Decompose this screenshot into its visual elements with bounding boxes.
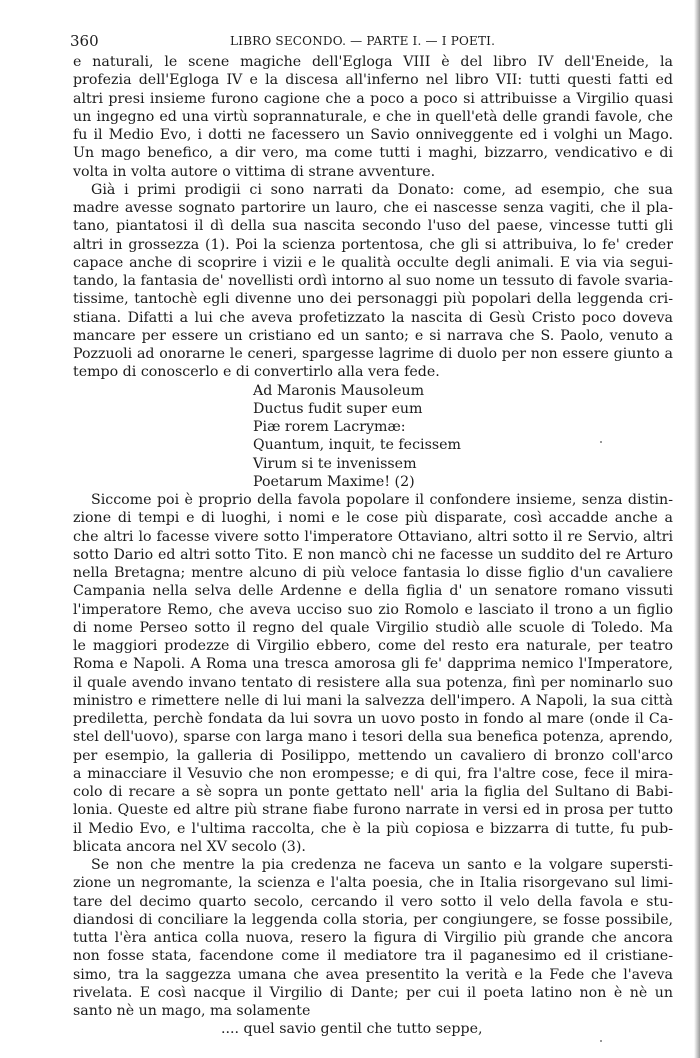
paragraph-block-2 [73,491,673,1020]
text-line: altri presi insieme furono cagione che a poco a poco si attribuisse a Virgilio quasi [73,90,673,107]
text-line: blicata ancora nel XV secolo (3). [73,838,306,855]
text-line: diandosi di conciliare la leggenda colla storia, per congiungere, se fosse possibile, [73,911,673,928]
text-line: prediletta, perchè fondata da lui sovra un uovo posto in fondo al mare (onde il Ca- [73,711,673,727]
text-line: tano, piantatosi il dì della sua nascita secondo l'uso del paese, vincesse tutti gli [73,218,673,235]
text-line: altri in grossezza (1). Poi la scienza portentosa, che gli si attribuiva, lo fe' creder [73,236,673,253]
text-line: madre avesse sognato partorire un lauro, che ei nascesse senza vagiti, che il pla- [73,200,673,216]
text-line: tutta l'èra antica colla nuova, resero la figura di Virgilio più grande che ancora [73,930,673,946]
text-line: e naturali, le scene magiche dell'Egloga VIII è del libro IV dell'Eneide, la [73,54,673,70]
page-number: 360 [70,32,99,50]
text-line: zione di tempi e di luoghi, i nomi e le cose più disparate, così accadde anche a [73,510,673,527]
text-line: sotto Dario ed altri sotto Tito. E non mancò chi ne facesse un suddito del re Arturo [73,546,673,563]
verse-line: Piæ rorem Lacrymæ: [253,419,406,435]
text-line: profezia dell'Egloga IV e la discesa all'inferno nel libro VII: tutti questi fatti ed [73,72,673,89]
text-line: fu il Medio Evo, i dotti ne facessero un Savio onniveggente ed i volghi un Mago. [73,127,673,143]
text-line: colo di recare a sè sopra un ponte gettato nell' aria la figlia del Sultano di Babi- [73,784,673,800]
text-line: capace anche di scoprire i vizii e le qualità occulte degli animali. E via via segui- [73,254,673,271]
body-text [73,53,673,1039]
text-line: Pozzuoli ad onorarne le ceneri, spargesse lagrime di duolo per non essere giunto a [73,346,673,362]
text-line: ministro e rimettere nelle di lui mani la salvezza dell'impero. A Napoli, la sua città [73,692,673,709]
verse-line: Virum si te invenissem [253,455,417,472]
verse-line: Poetarum Maxime! (2) [253,473,415,490]
page-header [70,32,670,52]
text-line: Se non che mentre la pia credenza ne faceva un santo e la volgare supersti- [91,857,673,873]
text-line: rivelata. E così nacque il Virgilio di Dante; per cui il poeta latino non è nè un [73,984,673,1001]
text-line: l'imperatore Remo, che aveva ucciso suo zio Romolo e lasciato il trono a un figlio [73,601,673,618]
text-line: lonia. Queste ed altre più strane fiabe furono narrate in versi ed in prosa per tutto [73,802,673,819]
text-line: tissime, tantochè egli divenne uno dei personaggi più popolari della leggenda cri- [73,291,673,308]
page-gutter-shadow [694,0,700,1058]
text-line: per esempio, la galleria di Posilippo, mettendo un cavaliero di bronzo coll'arco [73,747,673,764]
text-line: tempo di conoscerlo e di convertirlo alla vera fede. [73,364,440,381]
latin-verse [73,382,673,492]
text-line: stel dell'uovo), sparse con larga mano i tesori della sua benefica potenza, aprendo, [73,729,673,746]
text-line: mancare per essere un cristiano ed un santo; e si narrava che S. Paolo, venuto a [73,327,673,344]
text-line: stiana. Difatti a lui che aveva profetizzato la nascita di Gesù Cristo poco doveva [73,309,673,326]
verse-line: Ad Maronis Mausoleum [253,382,425,399]
text-line: Un mago benefico, a dir vero, ma come tutti i maghi, bizzarro, vendicativo e di [73,145,673,162]
text-line: Siccome poi è proprio della favola popolare il confondere insieme, senza distin- [91,492,673,508]
print-speck [600,1040,602,1042]
print-speck [600,441,602,443]
text-line: tando, la fantasia de' novellisti ordì intorno al suo nome un tessuto di favole svaria- [73,273,673,289]
text-line: il Medio Evo, e l'ultima raccolta, che è la più copiosa e bizzarra di tutte, fu pub- [73,820,673,837]
text-line: di nome Perseo sotto il regno del quale Virgilio studiò alle scuole di Toledo. Ma [73,619,673,636]
dante-quote: .... quel savio gentil che tutto seppe, [221,1021,483,1038]
verse-line: Quantum, inquit, te fecissem [253,437,461,454]
text-line: a minacciare il Vesuvio che non erompesse; e di qui, fra l'altre cose, fece il mira- [73,765,673,782]
text-line: Campania nella selva delle Ardenne e della figlia d' un senatore romano vissuti [73,583,673,600]
text-line: Già i primi prodigii ci sono narrati da Donato: come, ad esempio, che sua [91,181,673,198]
text-line: volta in volta autore o vittima di strane avventure. [73,163,436,180]
text-line: che altri lo facesse vivere sotto l'imperatore Ottaviano, altri sotto il re Servio, altri [73,528,673,545]
running-head: LIBRO SECONDO. — PARTE I. — I POETI. [230,34,496,48]
text-line: non fosse stata, facendone come il mediatore tra il paganesimo ed il cristiane- [73,948,673,965]
text-line: santo nè un mago, ma solamente [73,1003,311,1019]
text-line: zione un negromante, la scienza e l'alta poesia, che in Italia risorgevano sul limi- [73,875,673,892]
text-line: tare del decimo quarto secolo, cercando il vero sotto il velo della favola e stu- [73,893,673,910]
text-line: nella Bretagna; mentre alcuno di più veloce fantasia lo disse figlio d'un cavaliere [73,565,673,581]
paragraph-block-1 [73,53,673,382]
text-line: le maggiori prodezze di Virgilio ebbero, come del resto era naturale, per teatro [73,638,673,654]
verse-line: Ductus fudit super eum [253,400,423,417]
text-line: simo, tra la saggezza umana che avea presentito la verità e la Fede che l'aveva [73,966,673,983]
text-line: il quale avendo invano tentato di resistere alla sua potenza, finì per nominarlo suo [73,674,673,691]
text-line: Roma e Napoli. A Roma una tresca amorosa gli fe' dapprima nemico l'Imperatore, [73,656,673,673]
text-line: un ingegno ed una virtù soprannaturale, e che in quell'età delle grandi favole, che [73,108,673,125]
